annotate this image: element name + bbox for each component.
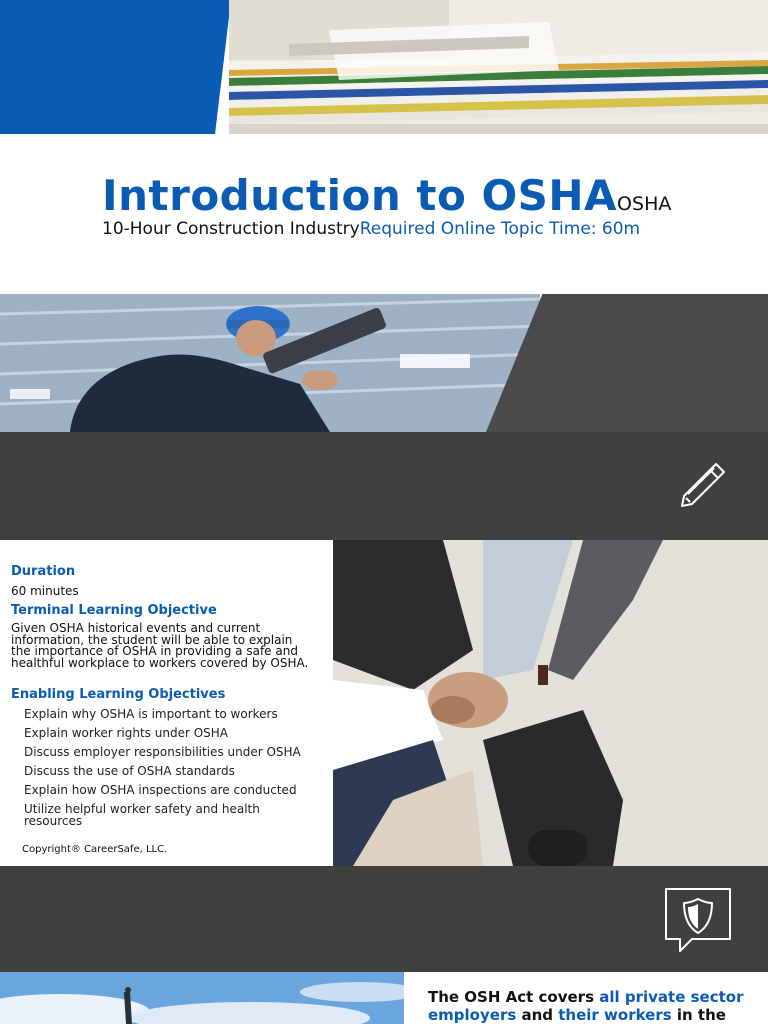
duration-value: 60 minutes <box>11 584 79 598</box>
elo-item: Discuss the use of OSHA standards <box>24 764 235 778</box>
elo-item: Explain worker rights under OSHA <box>24 726 228 740</box>
brand-color-block <box>0 0 230 134</box>
sky-photo <box>0 972 404 1024</box>
page-title <box>102 171 671 220</box>
tlo-heading: Terminal Learning Objective <box>11 603 217 618</box>
topic-time: Required Online Topic Time: 60m <box>359 219 641 239</box>
duration-heading: Duration <box>11 564 76 579</box>
elo-heading: Enabling Learning Objectives <box>11 687 226 702</box>
osh-act-text-2: and <box>516 1006 559 1024</box>
tlo-text: Given OSHA historical events and current information, the student will be able to explain the importance of OSHA in providing a safe and healthful workplace to workers covered by OSHA. <box>11 621 309 670</box>
worker-photo <box>0 294 540 432</box>
elo-item: Explain how OSHA inspections are conducted <box>24 783 297 797</box>
elo-item: Explain why OSHA is important to workers <box>24 707 278 721</box>
copyright: Copyright® CareerSafe, LLC. <box>22 844 168 855</box>
osh-act-text-3: in the <box>671 1006 726 1024</box>
course-info-panel <box>0 540 333 866</box>
shield-chat-icon <box>662 885 734 957</box>
title-main: Introduction to OSHA <box>102 171 618 220</box>
course-name: 10-Hour Construction Industry <box>102 219 360 239</box>
osh-act-highlight-2: employers <box>428 1006 517 1024</box>
dark-band-bottom <box>0 866 768 972</box>
osh-act-highlight-3: their workers <box>558 1006 672 1024</box>
title-suffix: OSHA <box>617 193 672 215</box>
dark-band-top <box>0 432 768 540</box>
subtitle <box>102 219 702 239</box>
folders-photo <box>229 0 768 134</box>
team-hands-photo <box>333 540 768 866</box>
osh-act-highlight-1: all private sector <box>599 988 744 1006</box>
elo-item: Discuss employer responsibilities under OSHA <box>24 745 301 759</box>
osh-act-text-1: The OSH Act covers <box>428 988 600 1006</box>
pencil-icon <box>676 458 730 512</box>
osh-act-text <box>428 988 758 1024</box>
elo-item: Utilize helpful worker safety and health resources <box>24 802 260 828</box>
